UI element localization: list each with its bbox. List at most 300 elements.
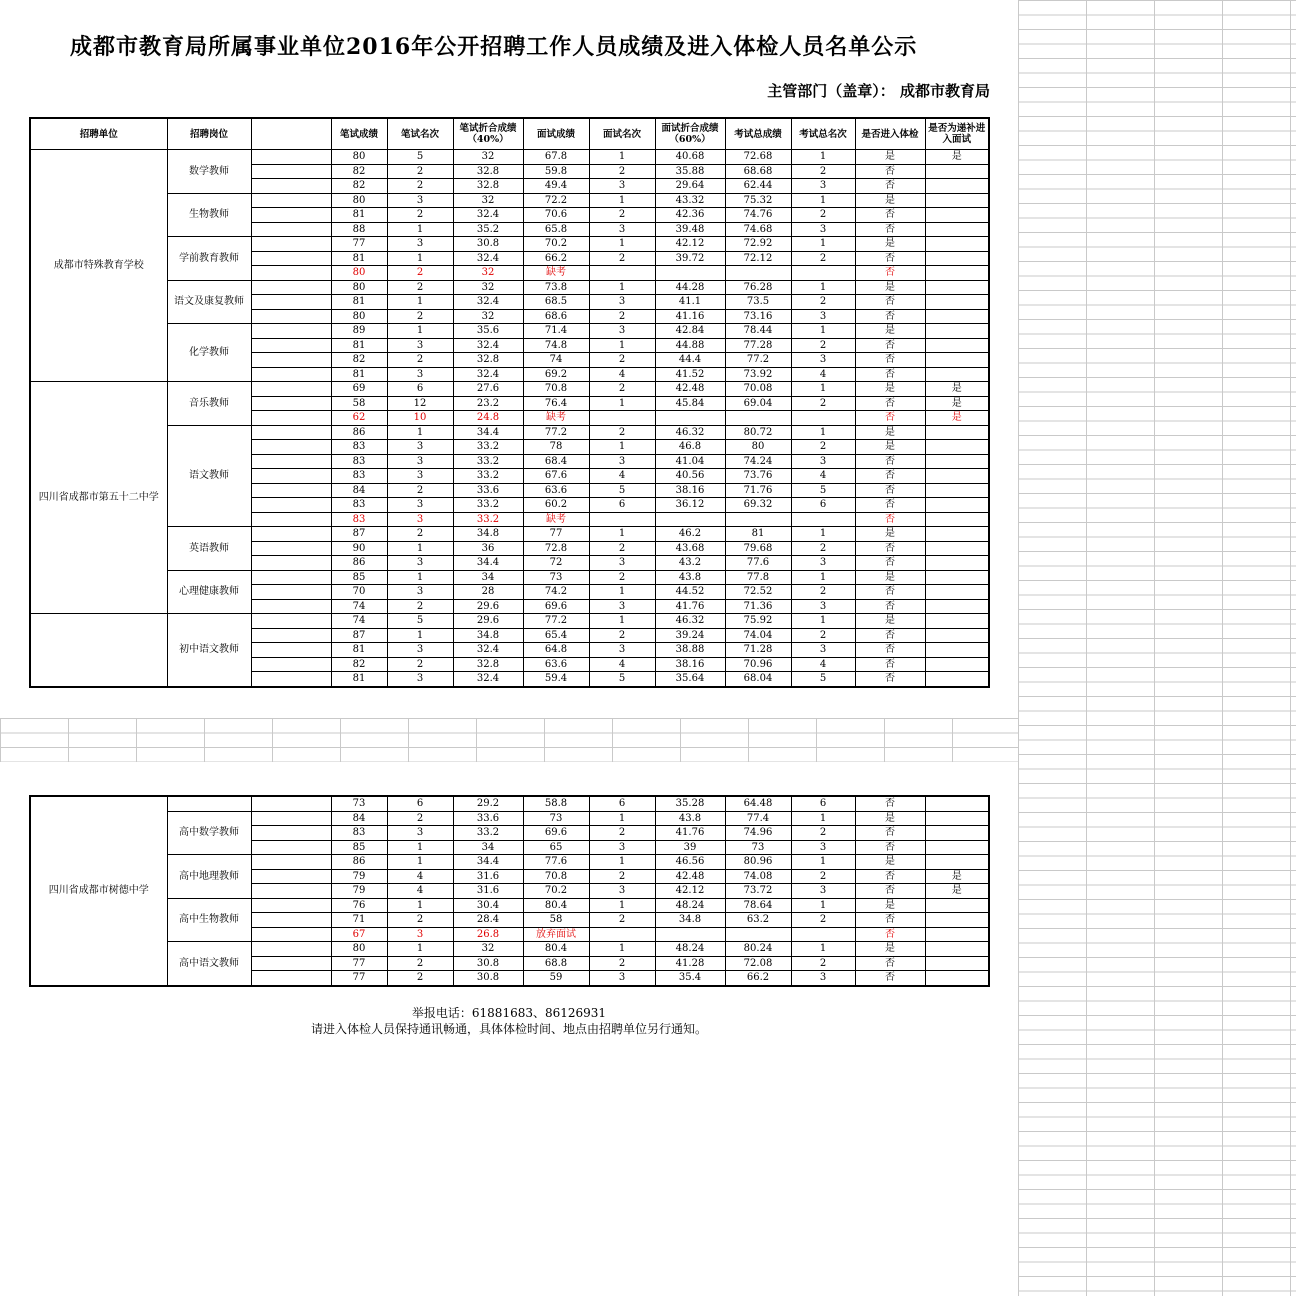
cell-total-rank: 1 [791, 811, 855, 826]
cell-written-score: 79 [331, 869, 387, 884]
cell-interview-weighted: 38.16 [655, 483, 725, 498]
header-unit: 招聘单位 [30, 118, 167, 150]
cell-physical-exam: 否 [855, 643, 925, 658]
cell-total-rank: 2 [791, 396, 855, 411]
cell-written-weighted: 32 [453, 193, 523, 208]
cell-written-rank: 3 [387, 826, 453, 841]
cell-total-score: 72.08 [725, 956, 791, 971]
cell-hidden [251, 869, 331, 884]
cell-interview-weighted: 46.56 [655, 855, 725, 870]
cell-hidden [251, 556, 331, 571]
cell-total-score: 75.32 [725, 193, 791, 208]
cell-total-score: 62.44 [725, 179, 791, 194]
cell-substitute [925, 309, 989, 324]
cell-interview-weighted [655, 411, 725, 426]
table-row [30, 811, 989, 826]
cell-interview-weighted: 46.32 [655, 614, 725, 629]
cell-interview-rank: 1 [589, 150, 655, 165]
cell-interview-weighted: 44.88 [655, 338, 725, 353]
cell-interview-weighted: 42.12 [655, 237, 725, 252]
cell-physical-exam: 否 [855, 164, 925, 179]
header-interview-weighted: 面试折合成绩（60%） [655, 118, 725, 150]
cell-interview-rank: 3 [589, 971, 655, 986]
cell-hidden [251, 411, 331, 426]
cell-interview-rank: 4 [589, 469, 655, 484]
cell-written-weighted: 29.6 [453, 614, 523, 629]
cell-total-rank: 3 [791, 884, 855, 899]
cell-interview-score: 76.4 [523, 396, 589, 411]
cell-written-weighted: 29.2 [453, 796, 523, 811]
cell-written-rank: 2 [387, 811, 453, 826]
cell-written-rank: 2 [387, 599, 453, 614]
cell-interview-rank: 2 [589, 826, 655, 841]
cell-substitute [925, 367, 989, 382]
cell-total-rank: 1 [791, 150, 855, 165]
cell-interview-score: 60.2 [523, 498, 589, 513]
cell-written-score: 83 [331, 454, 387, 469]
results-table-2 [29, 795, 990, 987]
cell-total-rank [791, 411, 855, 426]
cell-written-rank: 2 [387, 657, 453, 672]
cell-interview-weighted: 41.76 [655, 826, 725, 841]
cell-physical-exam: 是 [855, 570, 925, 585]
cell-interview-score: 63.6 [523, 657, 589, 672]
cell-total-score: 74.24 [725, 454, 791, 469]
cell-substitute [925, 855, 989, 870]
cell-written-rank: 3 [387, 927, 453, 942]
cell-total-score: 71.28 [725, 643, 791, 658]
cell-written-score: 80 [331, 309, 387, 324]
cell-total-score: 74.96 [725, 826, 791, 841]
cell-physical-exam: 是 [855, 193, 925, 208]
cell-interview-score: 缺考 [523, 266, 589, 281]
cell-written-score: 82 [331, 164, 387, 179]
cell-written-weighted: 33.2 [453, 440, 523, 455]
cell-written-rank: 2 [387, 956, 453, 971]
cell-interview-score: 69.6 [523, 826, 589, 841]
cell-interview-rank: 1 [589, 585, 655, 600]
cell-interview-rank: 2 [589, 869, 655, 884]
cell-hidden [251, 454, 331, 469]
cell-physical-exam: 否 [855, 927, 925, 942]
cell-written-score: 79 [331, 884, 387, 899]
cell-interview-weighted: 38.16 [655, 657, 725, 672]
cell-interview-rank: 1 [589, 811, 655, 826]
cell-substitute [925, 251, 989, 266]
cell-total-score: 71.36 [725, 599, 791, 614]
cell-written-score: 80 [331, 942, 387, 957]
cell-written-score: 81 [331, 338, 387, 353]
cell-hidden [251, 898, 331, 913]
cell-written-score: 83 [331, 498, 387, 513]
header-physical-exam: 是否进入体检 [855, 118, 925, 150]
cell-physical-exam: 否 [855, 556, 925, 571]
cell-written-score: 82 [331, 179, 387, 194]
cell-physical-exam: 否 [855, 628, 925, 643]
cell-written-weighted: 33.6 [453, 483, 523, 498]
cell-written-weighted: 32.4 [453, 295, 523, 310]
cell-written-rank: 2 [387, 309, 453, 324]
cell-substitute [925, 541, 989, 556]
header-hidden-column [251, 118, 331, 150]
cell-written-weighted: 32.4 [453, 672, 523, 687]
cell-interview-weighted: 41.28 [655, 956, 725, 971]
cell-written-weighted: 32 [453, 266, 523, 281]
cell-written-weighted: 32 [453, 280, 523, 295]
cell-total-rank: 2 [791, 956, 855, 971]
cell-interview-rank: 2 [589, 164, 655, 179]
cell-interview-rank: 2 [589, 628, 655, 643]
cell-written-weighted: 33.2 [453, 454, 523, 469]
cell-written-weighted: 29.6 [453, 599, 523, 614]
cell-total-rank: 2 [791, 164, 855, 179]
sheet-gridlines-page-break [0, 718, 1018, 762]
cell-written-rank: 3 [387, 338, 453, 353]
table-row [30, 796, 989, 811]
cell-position: 高中数学教师 [167, 811, 251, 855]
cell-physical-exam: 否 [855, 179, 925, 194]
cell-total-score: 72.52 [725, 585, 791, 600]
cell-interview-rank: 5 [589, 672, 655, 687]
cell-unit: 成都市特殊教育学校 [30, 150, 167, 382]
cell-interview-rank: 2 [589, 570, 655, 585]
cell-physical-exam: 是 [855, 382, 925, 397]
cell-written-weighted: 34.4 [453, 425, 523, 440]
cell-written-rank: 2 [387, 208, 453, 223]
cell-interview-rank: 4 [589, 657, 655, 672]
cell-written-score: 81 [331, 672, 387, 687]
cell-interview-rank: 3 [589, 556, 655, 571]
cell-total-score: 68.04 [725, 672, 791, 687]
cell-written-rank: 3 [387, 367, 453, 382]
cell-written-weighted: 36 [453, 541, 523, 556]
cell-substitute [925, 237, 989, 252]
cell-written-score: 90 [331, 541, 387, 556]
cell-total-score: 77.8 [725, 570, 791, 585]
cell-total-rank: 3 [791, 971, 855, 986]
cell-hidden [251, 338, 331, 353]
cell-substitute [925, 512, 989, 527]
cell-interview-score: 65.8 [523, 222, 589, 237]
cell-interview-score: 49.4 [523, 179, 589, 194]
cell-interview-rank: 1 [589, 237, 655, 252]
cell-written-weighted: 24.8 [453, 411, 523, 426]
cell-interview-rank: 1 [589, 440, 655, 455]
cell-physical-exam: 否 [855, 396, 925, 411]
cell-substitute [925, 971, 989, 986]
cell-written-score: 86 [331, 855, 387, 870]
cell-written-score: 87 [331, 527, 387, 542]
cell-total-score: 73.92 [725, 367, 791, 382]
cell-interview-weighted: 35.28 [655, 796, 725, 811]
cell-physical-exam: 否 [855, 585, 925, 600]
cell-hidden [251, 237, 331, 252]
cell-total-rank: 6 [791, 498, 855, 513]
cell-total-rank: 2 [791, 628, 855, 643]
cell-interview-score: 66.2 [523, 251, 589, 266]
cell-written-score: 81 [331, 208, 387, 223]
cell-total-rank: 4 [791, 657, 855, 672]
report-phone-line: 举报电话：61881683、86126931 [411, 1006, 607, 1020]
cell-interview-score: 71.4 [523, 324, 589, 339]
cell-interview-score: 77.6 [523, 855, 589, 870]
cell-written-weighted: 35.6 [453, 324, 523, 339]
cell-interview-rank: 3 [589, 324, 655, 339]
cell-total-rank: 1 [791, 280, 855, 295]
table-header-row [30, 118, 989, 150]
cell-position: 高中地理教师 [167, 855, 251, 899]
cell-written-rank: 1 [387, 855, 453, 870]
cell-hidden [251, 956, 331, 971]
cell-interview-weighted: 36.12 [655, 498, 725, 513]
cell-physical-exam: 否 [855, 541, 925, 556]
cell-physical-exam: 否 [855, 657, 925, 672]
cell-physical-exam: 是 [855, 942, 925, 957]
cell-total-score: 74.04 [725, 628, 791, 643]
cell-substitute [925, 498, 989, 513]
cell-physical-exam: 否 [855, 512, 925, 527]
cell-total-rank: 4 [791, 469, 855, 484]
cell-written-rank: 1 [387, 425, 453, 440]
cell-interview-weighted: 43.68 [655, 541, 725, 556]
cell-substitute [925, 927, 989, 942]
page-title: 成都市教育局所属事业单位2016年公开招聘工作人员成绩及进入体检人员名单公示 [70, 34, 918, 60]
cell-total-rank: 2 [791, 585, 855, 600]
cell-total-rank: 1 [791, 425, 855, 440]
cell-position [167, 796, 251, 811]
cell-written-rank: 2 [387, 280, 453, 295]
cell-position: 初中语文教师 [167, 614, 251, 687]
cell-substitute [925, 208, 989, 223]
cell-physical-exam: 是 [855, 324, 925, 339]
cell-hidden [251, 280, 331, 295]
cell-substitute [925, 585, 989, 600]
cell-interview-weighted: 35.4 [655, 971, 725, 986]
cell-hidden [251, 585, 331, 600]
cell-total-rank: 1 [791, 527, 855, 542]
table-row [30, 193, 989, 208]
cell-written-weighted: 30.8 [453, 971, 523, 986]
table-row [30, 570, 989, 585]
cell-hidden [251, 469, 331, 484]
cell-physical-exam: 否 [855, 599, 925, 614]
cell-physical-exam: 否 [855, 295, 925, 310]
cell-written-score: 86 [331, 556, 387, 571]
cell-total-score: 70.96 [725, 657, 791, 672]
header-substitute: 是否为递补进入面试 [925, 118, 989, 150]
cell-interview-rank: 1 [589, 193, 655, 208]
cell-interview-weighted [655, 512, 725, 527]
cell-total-score: 79.68 [725, 541, 791, 556]
cell-position: 高中生物教师 [167, 898, 251, 942]
cell-interview-rank [589, 411, 655, 426]
cell-interview-rank: 3 [589, 179, 655, 194]
table-row [30, 942, 989, 957]
cell-total-score: 68.68 [725, 164, 791, 179]
cell-position: 高中语文教师 [167, 942, 251, 986]
results-table-1 [29, 117, 990, 688]
cell-interview-score: 58.8 [523, 796, 589, 811]
cell-interview-rank: 2 [589, 913, 655, 928]
cell-written-weighted: 30.4 [453, 898, 523, 913]
cell-written-weighted: 23.2 [453, 396, 523, 411]
cell-total-score: 73.76 [725, 469, 791, 484]
cell-substitute [925, 672, 989, 687]
cell-written-rank: 1 [387, 251, 453, 266]
cell-total-score: 75.92 [725, 614, 791, 629]
cell-written-score: 81 [331, 295, 387, 310]
cell-interview-weighted: 43.32 [655, 193, 725, 208]
cell-substitute [925, 657, 989, 672]
cell-interview-weighted [655, 927, 725, 942]
cell-written-score: 82 [331, 657, 387, 672]
cell-total-rank: 1 [791, 382, 855, 397]
cell-written-rank: 2 [387, 353, 453, 368]
cell-interview-score: 59.4 [523, 672, 589, 687]
cell-interview-score: 80.4 [523, 898, 589, 913]
cell-interview-weighted: 41.1 [655, 295, 725, 310]
cell-physical-exam: 否 [855, 469, 925, 484]
cell-hidden [251, 367, 331, 382]
cell-written-weighted: 33.2 [453, 469, 523, 484]
cell-substitute: 是 [925, 150, 989, 165]
cell-written-rank: 1 [387, 222, 453, 237]
cell-written-score: 73 [331, 796, 387, 811]
table-row [30, 855, 989, 870]
cell-position: 心理健康教师 [167, 570, 251, 614]
cell-substitute [925, 440, 989, 455]
cell-physical-exam: 否 [855, 222, 925, 237]
cell-substitute [925, 164, 989, 179]
cell-interview-weighted: 35.64 [655, 672, 725, 687]
cell-physical-exam: 是 [855, 614, 925, 629]
cell-interview-rank: 3 [589, 222, 655, 237]
cell-interview-rank: 2 [589, 956, 655, 971]
cell-interview-score: 70.6 [523, 208, 589, 223]
cell-total-rank: 2 [791, 338, 855, 353]
cell-unit [30, 614, 167, 687]
cell-written-rank: 2 [387, 971, 453, 986]
cell-physical-exam: 否 [855, 208, 925, 223]
cell-total-score: 80.24 [725, 942, 791, 957]
cell-substitute: 是 [925, 411, 989, 426]
cell-physical-exam: 否 [855, 483, 925, 498]
cell-interview-score: 77.2 [523, 425, 589, 440]
cell-position: 音乐教师 [167, 382, 251, 426]
cell-written-score: 87 [331, 628, 387, 643]
cell-interview-rank: 2 [589, 208, 655, 223]
cell-hidden [251, 855, 331, 870]
cell-written-rank: 3 [387, 556, 453, 571]
cell-total-rank: 2 [791, 826, 855, 841]
cell-interview-score: 缺考 [523, 411, 589, 426]
cell-written-rank: 3 [387, 585, 453, 600]
cell-interview-rank: 2 [589, 425, 655, 440]
cell-interview-rank: 2 [589, 541, 655, 556]
cell-interview-score: 69.6 [523, 599, 589, 614]
cell-interview-rank: 1 [589, 614, 655, 629]
cell-total-rank: 1 [791, 237, 855, 252]
header-position: 招聘岗位 [167, 118, 251, 150]
cell-total-rank: 3 [791, 599, 855, 614]
cell-hidden [251, 811, 331, 826]
cell-total-rank: 1 [791, 570, 855, 585]
department-stamp-line: 主管部门（盖章）： 成都市教育局 [767, 82, 990, 100]
cell-written-rank: 6 [387, 382, 453, 397]
cell-interview-rank: 6 [589, 498, 655, 513]
cell-written-score: 80 [331, 150, 387, 165]
cell-written-rank: 2 [387, 179, 453, 194]
cell-hidden [251, 150, 331, 165]
cell-written-rank: 12 [387, 396, 453, 411]
table-row [30, 324, 989, 339]
cell-interview-rank: 4 [589, 367, 655, 382]
cell-written-score: 77 [331, 237, 387, 252]
cell-total-score: 77.4 [725, 811, 791, 826]
cell-substitute: 是 [925, 382, 989, 397]
cell-interview-weighted: 46.32 [655, 425, 725, 440]
cell-physical-exam: 是 [855, 150, 925, 165]
cell-interview-rank: 3 [589, 454, 655, 469]
cell-written-weighted: 27.6 [453, 382, 523, 397]
cell-interview-weighted: 42.84 [655, 324, 725, 339]
cell-interview-weighted: 39.24 [655, 628, 725, 643]
cell-total-score: 77.2 [725, 353, 791, 368]
cell-written-rank: 1 [387, 324, 453, 339]
cell-interview-score: 72 [523, 556, 589, 571]
cell-interview-score: 70.2 [523, 884, 589, 899]
cell-hidden [251, 440, 331, 455]
cell-written-rank: 5 [387, 150, 453, 165]
cell-substitute [925, 796, 989, 811]
cell-interview-rank: 2 [589, 382, 655, 397]
cell-total-score: 74.76 [725, 208, 791, 223]
cell-total-score: 72.92 [725, 237, 791, 252]
cell-hidden [251, 643, 331, 658]
cell-written-score: 85 [331, 840, 387, 855]
cell-written-score: 69 [331, 382, 387, 397]
cell-written-score: 81 [331, 643, 387, 658]
cell-substitute [925, 898, 989, 913]
cell-interview-score: 64.8 [523, 643, 589, 658]
cell-interview-score: 59.8 [523, 164, 589, 179]
cell-written-weighted: 32.4 [453, 251, 523, 266]
cell-total-score: 73.16 [725, 309, 791, 324]
cell-hidden [251, 599, 331, 614]
header-written-score: 笔试成绩 [331, 118, 387, 150]
table-row [30, 527, 989, 542]
cell-substitute [925, 826, 989, 841]
cell-hidden [251, 324, 331, 339]
cell-hidden [251, 208, 331, 223]
header-total-rank: 考试总名次 [791, 118, 855, 150]
cell-interview-score: 70.8 [523, 869, 589, 884]
cell-written-rank: 1 [387, 570, 453, 585]
cell-written-rank: 2 [387, 164, 453, 179]
cell-written-weighted: 31.6 [453, 869, 523, 884]
cell-substitute: 是 [925, 396, 989, 411]
cell-position: 生物教师 [167, 193, 251, 237]
cell-interview-weighted: 38.88 [655, 643, 725, 658]
cell-written-rank: 3 [387, 512, 453, 527]
cell-written-score: 77 [331, 971, 387, 986]
cell-total-rank: 6 [791, 796, 855, 811]
cell-substitute [925, 570, 989, 585]
cell-interview-weighted: 48.24 [655, 942, 725, 957]
cell-written-weighted: 32 [453, 309, 523, 324]
cell-written-rank: 3 [387, 498, 453, 513]
cell-hidden [251, 628, 331, 643]
